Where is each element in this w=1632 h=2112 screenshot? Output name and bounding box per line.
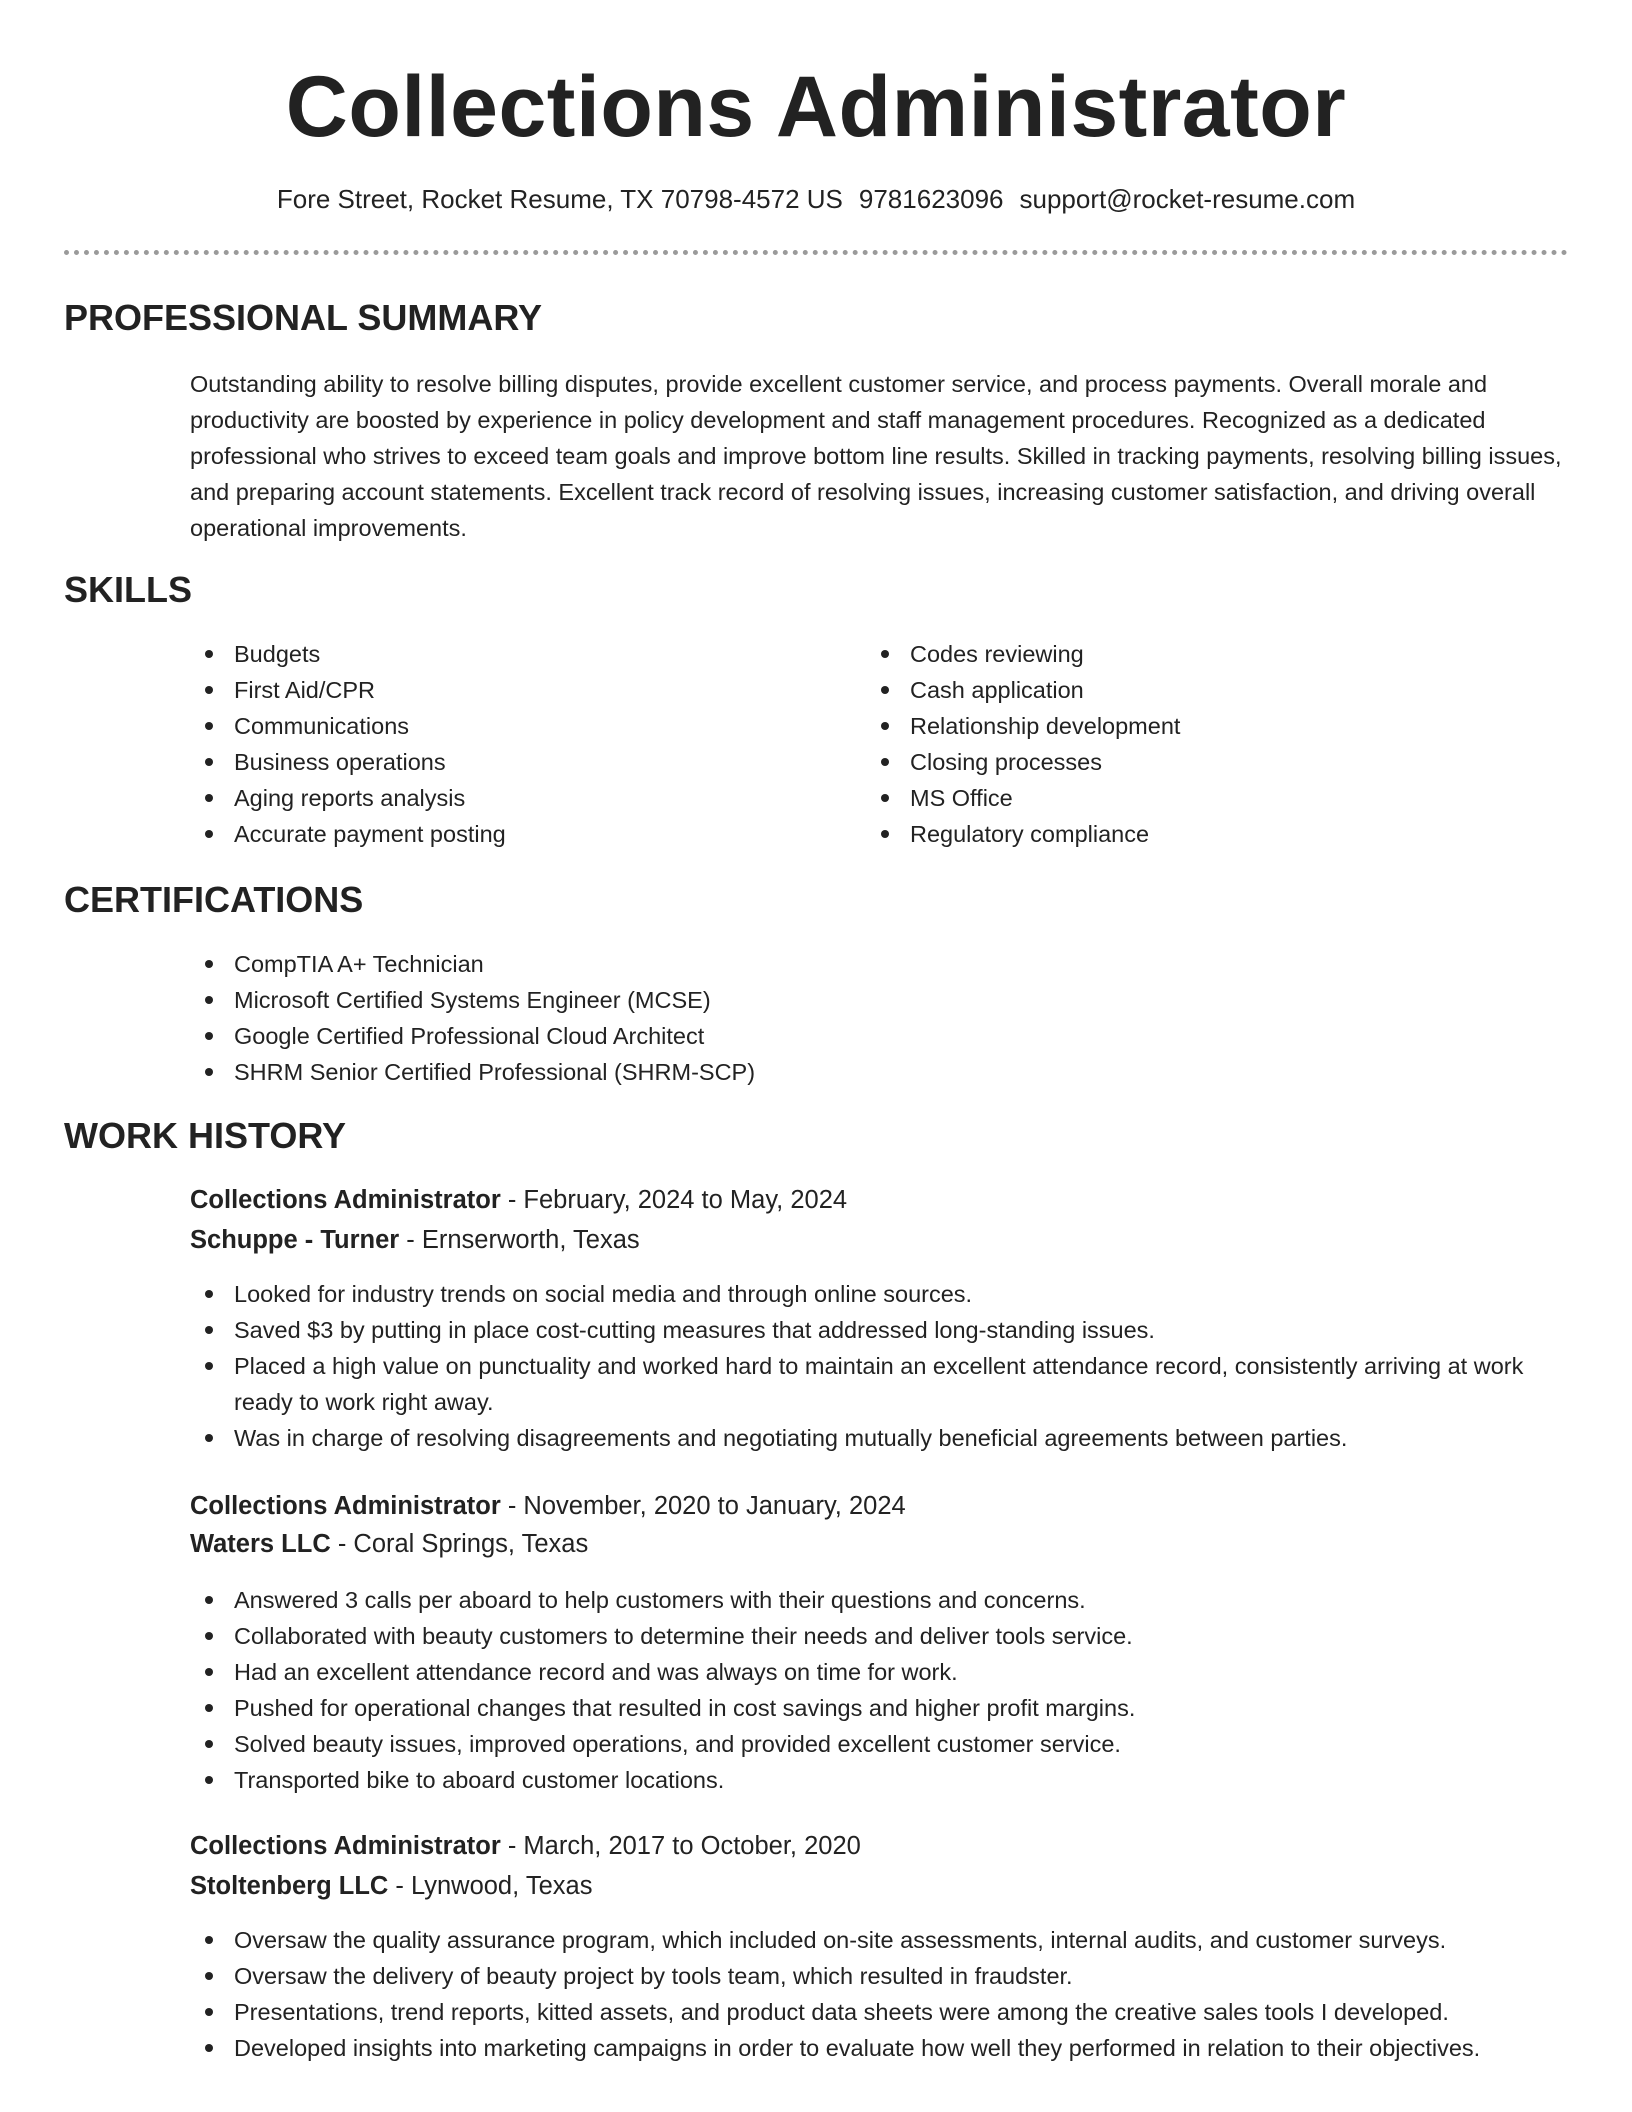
job-dates: - February, 2024 to May, 2024 bbox=[500, 1186, 848, 1214]
job-bullets bbox=[190, 1582, 1570, 1798]
skills-title: SKILLS bbox=[64, 569, 193, 610]
summary-text: Outstanding ability to resolve billing disputes, provide excellent customer service, and process payments. Overall morale and productivity are boosted by experience in policy development and staff management procedures. Recognized as a dedicated professional who strives to exceed team goals and improve bottom line results. Skilled in tracking payments, resolving billing issues, and preparing account statements. Excellent track record of resolving issues, increasing customer satisfaction, and driving overall operational improvements. bbox=[190, 371, 1562, 541]
list-item: CompTIA A+ Technician bbox=[190, 946, 1570, 982]
contact-line bbox=[0, 182, 1632, 216]
job-location: - Coral Springs, Texas bbox=[330, 1530, 589, 1558]
list-item: First Aid/CPR bbox=[190, 672, 830, 708]
list-item: Closing processes bbox=[866, 744, 1506, 780]
job-title-line bbox=[190, 1182, 847, 1218]
list-item: Aging reports analysis bbox=[190, 780, 830, 816]
list-item: Codes reviewing bbox=[866, 636, 1506, 672]
list-item: Presentations, trend reports, kitted assets, and product data sheets were among the creative sales tools I developed. bbox=[190, 1994, 1590, 2030]
list-item: Relationship development bbox=[866, 708, 1506, 744]
list-item: Oversaw the delivery of beauty project by tools team, which resulted in fraudster. bbox=[190, 1958, 1590, 1994]
list-item: Oversaw the quality assurance program, which included on-site assessments, internal audits, and customer surveys. bbox=[190, 1922, 1590, 1958]
summary-title: PROFESSIONAL SUMMARY bbox=[64, 297, 543, 338]
resume-name: Collections Administrator bbox=[285, 59, 1347, 155]
job-role: Collections Administrator bbox=[190, 1492, 501, 1520]
job-bullets bbox=[190, 1922, 1590, 2066]
list-item: Transported bike to aboard customer locations. bbox=[190, 1762, 1570, 1798]
job-title-line bbox=[190, 1488, 906, 1524]
list-item: Cash application bbox=[866, 672, 1506, 708]
list-item: Looked for industry trends on social media and through online sources. bbox=[190, 1276, 1570, 1312]
list-item: Google Certified Professional Cloud Architect bbox=[190, 1018, 1570, 1054]
list-item: Microsoft Certified Systems Engineer (MCSE) bbox=[190, 982, 1570, 1018]
list-item: MS Office bbox=[866, 780, 1506, 816]
job-role: Collections Administrator bbox=[190, 1832, 501, 1860]
job-role: Collections Administrator bbox=[190, 1186, 501, 1214]
job-company: Schuppe - Turner bbox=[190, 1226, 400, 1254]
job-dates: - November, 2020 to January, 2024 bbox=[500, 1492, 906, 1520]
list-item: Solved beauty issues, improved operations, and provided excellent customer service. bbox=[190, 1726, 1570, 1762]
list-item: Business operations bbox=[190, 744, 830, 780]
job-dates: - March, 2017 to October, 2020 bbox=[500, 1832, 861, 1860]
list-item: Placed a high value on punctuality and worked hard to maintain an excellent attendance record, consistently arriving at work ready to work right away. bbox=[190, 1348, 1570, 1420]
list-item: Collaborated with beauty customers to determine their needs and deliver tools service. bbox=[190, 1618, 1570, 1654]
list-item: Saved $3 by putting in place cost-cutting measures that addressed long-standing issues. bbox=[190, 1312, 1570, 1348]
certifications-title: CERTIFICATIONS bbox=[64, 879, 364, 920]
list-item: Developed insights into marketing campaigns in order to evaluate how well they performed in relation to their objectives. bbox=[190, 2030, 1590, 2066]
list-item: Pushed for operational changes that resulted in cost savings and higher profit margins. bbox=[190, 1690, 1570, 1726]
certifications-list bbox=[190, 946, 1570, 1090]
skills-list-left bbox=[190, 636, 830, 852]
list-item: SHRM Senior Certified Professional (SHRM-SCP) bbox=[190, 1054, 1570, 1090]
job-company: Waters LLC bbox=[190, 1530, 331, 1558]
list-item: Communications bbox=[190, 708, 830, 744]
list-item: Budgets bbox=[190, 636, 830, 672]
job-location: - Ernserworth, Texas bbox=[399, 1226, 640, 1254]
list-item: Regulatory compliance bbox=[866, 816, 1506, 852]
list-item: Answered 3 calls per aboard to help customers with their questions and concerns. bbox=[190, 1582, 1570, 1618]
job-title-line bbox=[190, 1828, 861, 1864]
job-company-line bbox=[190, 1222, 640, 1258]
list-item: Had an excellent attendance record and was always on time for work. bbox=[190, 1654, 1570, 1690]
job-company-line bbox=[190, 1526, 588, 1562]
contact-email: support@rocket-resume.com bbox=[1019, 184, 1356, 214]
work-history-title: WORK HISTORY bbox=[64, 1115, 347, 1156]
header-divider bbox=[64, 250, 1568, 255]
contact-address: Fore Street, Rocket Resume, TX 70798-4572 US bbox=[276, 184, 843, 214]
list-item: Was in charge of resolving disagreements and negotiating mutually beneficial agreements between parties. bbox=[190, 1420, 1570, 1456]
job-location: - Lynwood, Texas bbox=[388, 1872, 593, 1900]
contact-phone: 9781623096 bbox=[858, 184, 1004, 214]
job-company-line bbox=[190, 1868, 592, 1904]
job-bullets bbox=[190, 1276, 1570, 1456]
skills-list-right bbox=[866, 636, 1506, 852]
list-item: Accurate payment posting bbox=[190, 816, 830, 852]
job-company: Stoltenberg LLC bbox=[190, 1872, 389, 1900]
